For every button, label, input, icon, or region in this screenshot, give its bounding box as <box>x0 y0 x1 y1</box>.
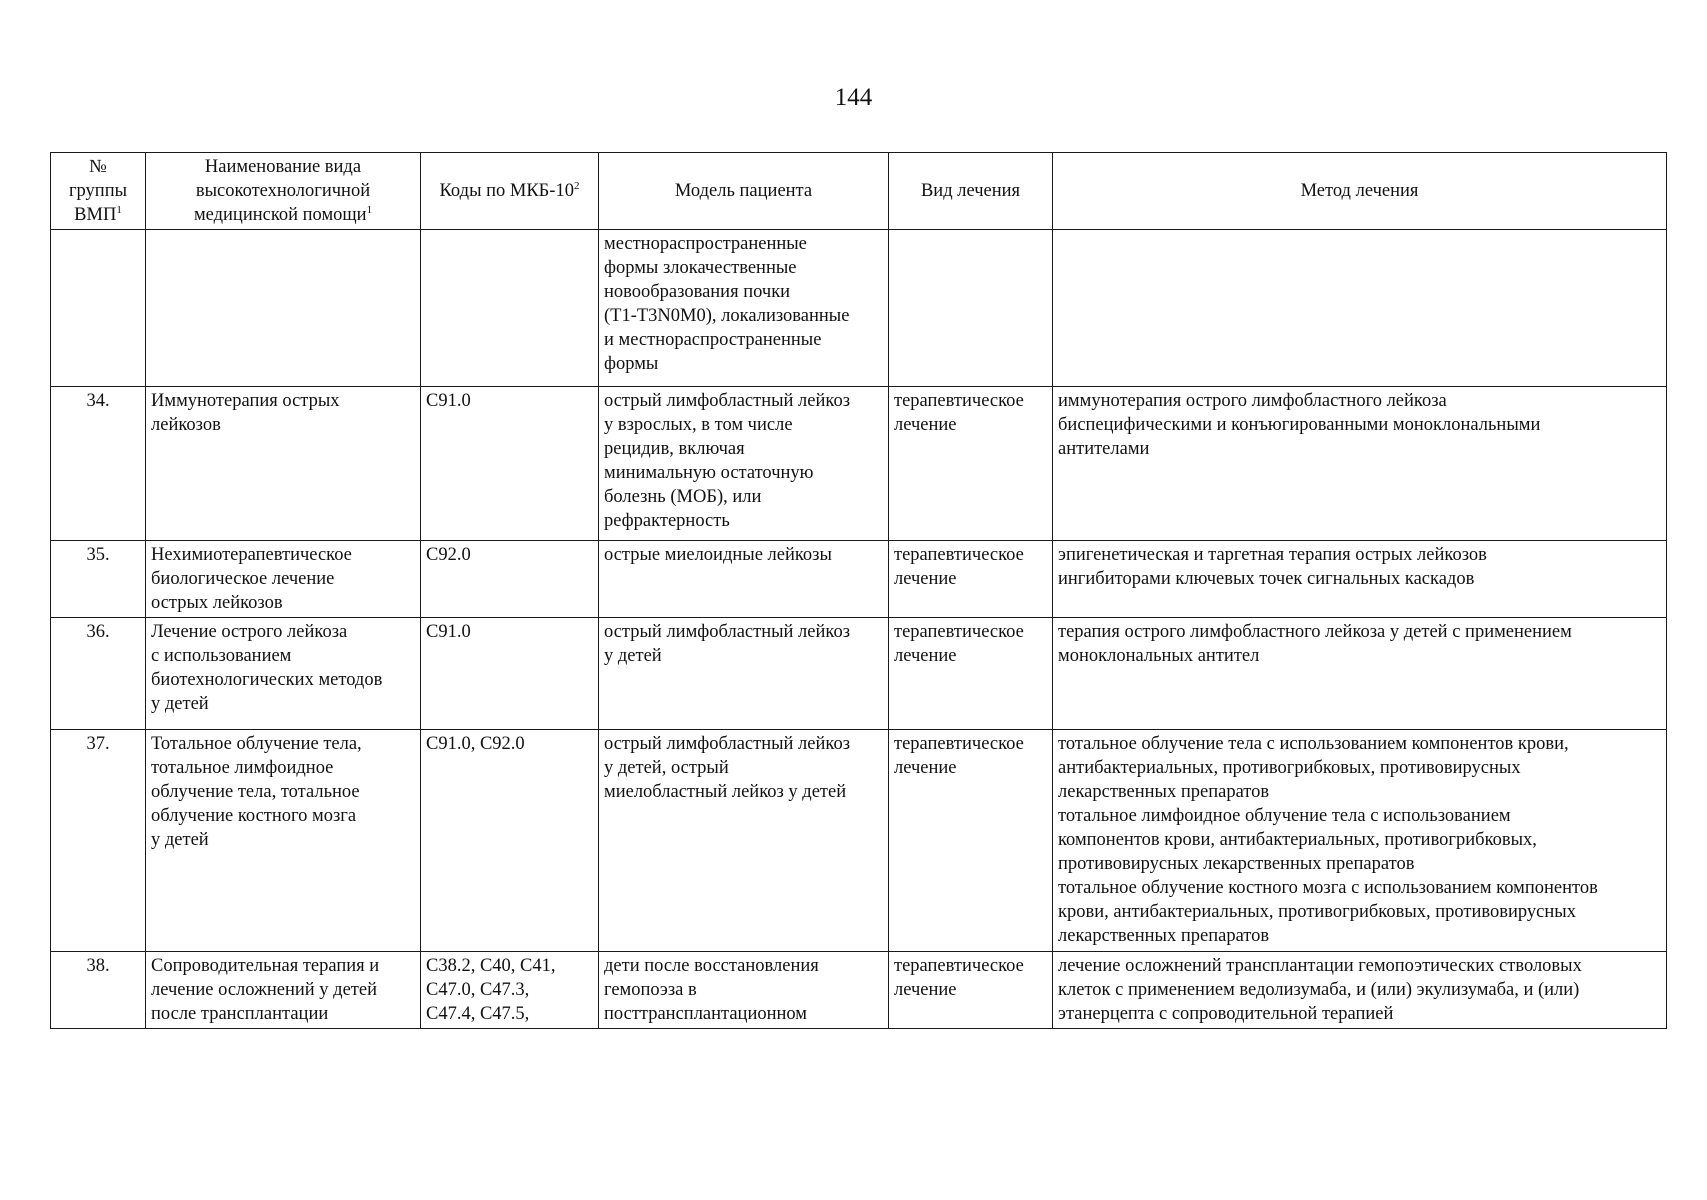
cell-line: острый лимфобластный лейкоз <box>604 734 851 754</box>
cell-icd-codes <box>421 387 599 541</box>
cell-icd-codes <box>421 230 599 387</box>
cell-line: формы <box>604 354 659 374</box>
cell-group-number: 36. <box>51 618 146 730</box>
cell-treatment-type <box>889 952 1053 1029</box>
cell-patient-model <box>599 230 889 387</box>
cell-line: лечение осложнений трансплантации гемопоэтических стволовых <box>1058 956 1582 976</box>
cell-line: лекарственных препаратов <box>1058 782 1270 802</box>
cell-line: Нехимиотерапевтическое <box>151 545 352 565</box>
cell-line: биологическое лечение <box>151 569 335 589</box>
cell-line: формы злокачественные <box>604 258 797 278</box>
table-row <box>51 618 1667 730</box>
cell-care-name <box>146 541 421 618</box>
page-number: 144 <box>834 84 873 111</box>
cell-line: терапевтическое <box>894 545 1024 565</box>
cell-care-name <box>146 618 421 730</box>
cell-line: биспецифическими и конъюгированными моноклональными <box>1058 415 1541 435</box>
cell-line: ингибиторами ключевых точек сигнальных каскадов <box>1058 569 1475 589</box>
cell-line: (Т1-Т3N0М0), локализованные <box>604 306 850 326</box>
cell-treatment-method <box>1053 952 1667 1029</box>
cell-patient-model <box>599 730 889 952</box>
cell-line: острых лейкозов <box>151 593 283 613</box>
vmp-table <box>50 152 1667 1029</box>
table-row <box>51 230 1667 387</box>
cell-care-name <box>146 952 421 1029</box>
header-treatment-type: Вид лечения <box>889 153 1053 230</box>
cell-care-name <box>146 230 421 387</box>
cell-line: лечение <box>894 646 957 666</box>
table-body <box>51 230 1667 1029</box>
table-row <box>51 730 1667 952</box>
cell-group-number: 34. <box>51 387 146 541</box>
table-row <box>51 541 1667 618</box>
cell-line: после трансплантации <box>151 1004 329 1024</box>
cell-line: биотехнологических методов <box>151 670 383 690</box>
cell-line: Иммунотерапия острых <box>151 391 340 411</box>
cell-treatment-type <box>889 618 1053 730</box>
cell-treatment-method <box>1053 730 1667 952</box>
cell-treatment-type <box>889 387 1053 541</box>
cell-line: С91.0, С92.0 <box>426 734 525 754</box>
cell-line: противовирусных лекарственных препаратов <box>1058 854 1415 874</box>
cell-icd-codes <box>421 618 599 730</box>
cell-line: гемопоэза в <box>604 980 697 1000</box>
cell-line: посттрансплантационном <box>604 1004 808 1024</box>
cell-line: у детей, острый <box>604 758 729 778</box>
cell-treatment-method <box>1053 618 1667 730</box>
cell-line: терапевтическое <box>894 734 1024 754</box>
cell-line: острые миелоидные лейкозы <box>604 545 832 565</box>
cell-line: у детей <box>151 694 209 714</box>
cell-line: и местнораспространенные <box>604 330 822 350</box>
table-row <box>51 387 1667 541</box>
cell-line: тотальное облучение тела с использованием компонентов крови, <box>1058 734 1569 754</box>
cell-icd-codes <box>421 541 599 618</box>
cell-line: С92.0 <box>426 545 471 565</box>
cell-line: у детей <box>604 646 662 666</box>
cell-line: местнораспространенные <box>604 234 807 254</box>
cell-line: лечение <box>894 980 957 1000</box>
cell-line: Тотальное облучение тела, <box>151 734 362 754</box>
cell-line: лекарственных препаратов <box>1058 926 1270 946</box>
cell-line: терапия острого лимфобластного лейкоза у детей с применением <box>1058 622 1572 642</box>
cell-treatment-method <box>1053 541 1667 618</box>
cell-line: у взрослых, в том числе <box>604 415 793 435</box>
cell-icd-codes <box>421 952 599 1029</box>
header-patient-model: Модель пациента <box>599 153 889 230</box>
cell-treatment-method <box>1053 387 1667 541</box>
cell-line: С91.0 <box>426 622 471 642</box>
cell-line: С38.2, С40, С41, <box>426 956 556 976</box>
cell-treatment-type <box>889 230 1053 387</box>
cell-group-number <box>51 230 146 387</box>
cell-icd-codes <box>421 730 599 952</box>
cell-line: облучение костного мозга <box>151 806 357 826</box>
cell-line: терапевтическое <box>894 391 1024 411</box>
table-row <box>51 952 1667 1029</box>
cell-care-name <box>146 387 421 541</box>
cell-line: антителами <box>1058 439 1150 459</box>
cell-line: острый лимфобластный лейкоз <box>604 391 851 411</box>
cell-line: облучение тела, тотальное <box>151 782 360 802</box>
cell-care-name <box>146 730 421 952</box>
cell-line: у детей <box>151 830 209 850</box>
cell-line: рецидив, включая <box>604 439 745 459</box>
cell-line: острый лимфобластный лейкоз <box>604 622 851 642</box>
cell-line: дети после восстановления <box>604 956 819 976</box>
cell-line: тотальное лимфоидное облучение тела с использованием <box>1058 806 1511 826</box>
cell-line: лечение <box>894 758 957 778</box>
cell-line: С47.0, С47.3, <box>426 980 530 1000</box>
cell-patient-model <box>599 387 889 541</box>
cell-line: рефрактерность <box>604 511 730 531</box>
cell-line: клеток с применением ведолизумаба, и (или) экулизумаба, и (или) <box>1058 980 1580 1000</box>
cell-line: компонентов крови, антибактериальных, противогрибковых, <box>1058 830 1537 850</box>
cell-line: Сопроводительная терапия и <box>151 956 380 976</box>
cell-line: Лечение острого лейкоза <box>151 622 348 642</box>
cell-group-number: 37. <box>51 730 146 952</box>
cell-treatment-method <box>1053 230 1667 387</box>
cell-line: терапевтическое <box>894 622 1024 642</box>
cell-group-number: 35. <box>51 541 146 618</box>
header-treatment-method: Метод лечения <box>1053 153 1667 230</box>
cell-line: иммунотерапия острого лимфобластного лейкоза <box>1058 391 1447 411</box>
cell-line: лечение <box>894 569 957 589</box>
cell-line: лейкозов <box>151 415 221 435</box>
cell-line: моноклональных антител <box>1058 646 1260 666</box>
cell-patient-model <box>599 952 889 1029</box>
cell-line: болезнь (МОБ), или <box>604 487 762 507</box>
cell-line: терапевтическое <box>894 956 1024 976</box>
cell-line: этанерцепта с сопроводительной терапией <box>1058 1004 1394 1024</box>
cell-line: минимальную остаточную <box>604 463 814 483</box>
header-group-number: № группы ВМП$^1$ <box>51 153 146 230</box>
cell-patient-model <box>599 541 889 618</box>
cell-group-number: 38. <box>51 952 146 1029</box>
cell-line: с использованием <box>151 646 292 666</box>
cell-line: крови, антибактериальных, противогрибковых, противовирусных <box>1058 902 1576 922</box>
table-header-row <box>51 153 1667 230</box>
cell-line: тотальное лимфоидное <box>151 758 334 778</box>
cell-line: миелобластный лейкоз у детей <box>604 782 847 802</box>
cell-line: С47.4, С47.5, <box>426 1004 530 1024</box>
cell-line: тотальное облучение костного мозга с использованием компонентов <box>1058 878 1598 898</box>
cell-treatment-type <box>889 541 1053 618</box>
cell-treatment-type <box>889 730 1053 952</box>
cell-line: С91.0 <box>426 391 471 411</box>
cell-line: лечение <box>894 415 957 435</box>
cell-line: антибактериальных, противогрибковых, противовирусных <box>1058 758 1521 778</box>
header-icd-codes: Коды по МКБ-$10^2$ <box>421 153 599 230</box>
cell-line: лечение осложнений у детей <box>151 980 377 1000</box>
cell-patient-model <box>599 618 889 730</box>
cell-line: новообразования почки <box>604 282 791 302</box>
cell-line: эпигенетическая и таргетная терапия острых лейкозов <box>1058 545 1487 565</box>
header-care-name: Наименование вида высокотехнологичной медицинской помощи$^1$ <box>146 153 421 230</box>
